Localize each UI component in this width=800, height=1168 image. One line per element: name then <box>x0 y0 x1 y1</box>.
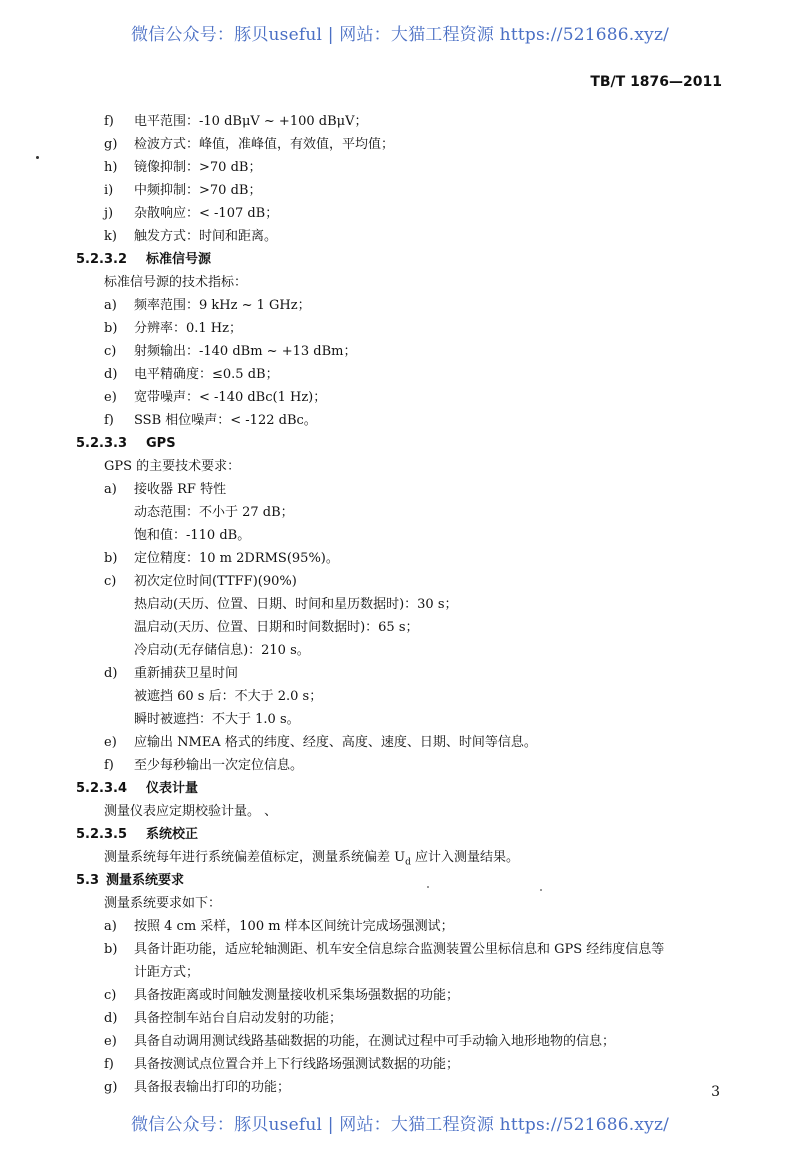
section-heading: 5.3 测量系统要求 <box>76 873 185 888</box>
list-item: e) 宽带噪声：< -140 dBc(1 Hz)； <box>104 390 327 405</box>
standard-number: TB/T 1876—2011 <box>590 74 722 90</box>
page-number: 3 <box>711 1084 720 1100</box>
list-subitem: 被遮挡 60 s 后：不大于 2.0 s； <box>134 689 323 704</box>
list-item: k) 触发方式：时间和距离。 <box>104 229 278 244</box>
list-item: f) 电平范围：-10 dBμV ~ +100 dBμV； <box>104 114 368 129</box>
list-subitem: 温启动(天历、位置、日期和时间数据时)：65 s； <box>134 620 419 635</box>
scan-speck <box>427 886 429 888</box>
list-item-continuation: 计距方式； <box>134 965 200 980</box>
list-item: b) 分辨率：0.1 Hz； <box>104 321 242 336</box>
scan-dot <box>36 156 39 159</box>
list-item: g) 具备报表输出打印的功能； <box>104 1080 291 1095</box>
section-heading: 5.2.3.2 标准信号源 <box>76 252 212 267</box>
watermark-top: 微信公众号：豚贝useful | 网站：大猫工程资源 https://521686.xyz/ <box>130 25 670 45</box>
list-item: a) 频率范围：9 kHz ~ 1 GHz； <box>104 298 311 313</box>
section-intro: 测量系统要求如下： <box>104 896 222 911</box>
list-subitem: 冷启动(无存储信息)：210 s。 <box>134 643 310 658</box>
paragraph: 测量仪表应定期校验计量。 、 <box>104 804 278 819</box>
list-item: h) 镜像抑制：>70 dB； <box>104 160 262 175</box>
list-item: g) 检波方式：峰值，准峰值，有效值，平均值； <box>104 137 395 152</box>
section-intro: 标准信号源的技术指标： <box>104 275 248 290</box>
list-item: a) 按照 4 cm 采样，100 m 样本区间统计完成场强测试； <box>104 919 454 934</box>
list-subitem: 热启动(天历、位置、日期、时间和星历数据时)：30 s； <box>134 597 458 612</box>
list-item: b) 具备计距功能，适应轮轴测距、机车安全信息综合监测装置公里标信息和 GPS 经纬度信息等 <box>104 942 665 957</box>
list-subitem: 动态范围：不小于 27 dB； <box>134 505 294 520</box>
list-item: f) SSB 相位噪声：< -122 dBc。 <box>104 413 317 428</box>
list-item: f) 至少每秒输出一次定位信息。 <box>104 758 304 773</box>
watermark-bottom: 微信公众号：豚贝useful | 网站：大猫工程资源 https://521686.xyz/ <box>130 1115 670 1135</box>
section-heading: 5.2.3.4 仪表计量 <box>76 781 199 796</box>
list-item: a) 接收器 RF 特性 <box>104 482 227 497</box>
list-subitem: 饱和值：-110 dB。 <box>134 528 251 543</box>
scan-speck <box>540 889 542 891</box>
list-item: f) 具备按测试点位置合并上下行线路场强测试数据的功能； <box>104 1057 460 1072</box>
list-item: e) 应输出 NMEA 格式的纬度、经度、高度、速度、日期、时间等信息。 <box>104 735 537 750</box>
section-heading: 5.2.3.5 系统校正 <box>76 827 199 842</box>
list-subitem: 瞬时被遮挡：不大于 1.0 s。 <box>134 712 300 727</box>
section-intro: GPS 的主要技术要求： <box>104 459 241 474</box>
list-item: d) 电平精确度：≤0.5 dB； <box>104 367 279 382</box>
list-item: j) 杂散响应：< -107 dB； <box>104 206 279 221</box>
list-item: c) 具备按距离或时间触发测量接收机采集场强数据的功能； <box>104 988 460 1003</box>
list-item: d) 重新捕获卫星时间 <box>104 666 239 681</box>
paragraph: 测量系统每年进行系统偏差值标定，测量系统偏差 $U_d$ 应计入测量结果。 <box>104 850 519 868</box>
list-item: c) 射频输出：-140 dBm ~ +13 dBm； <box>104 344 357 359</box>
list-item: i) 中频抑制：>70 dB； <box>104 183 262 198</box>
list-item: b) 定位精度：10 m 2DRMS(95%)。 <box>104 551 339 566</box>
list-item: c) 初次定位时间(TTFF)(90%) <box>104 574 297 589</box>
list-item: e) 具备自动调用测试线路基础数据的功能，在测试过程中可手动输入地形地物的信息； <box>104 1034 616 1049</box>
section-heading: 5.2.3.3 GPS <box>76 436 176 451</box>
list-item: d) 具备控制车站台自启动发射的功能； <box>104 1011 343 1026</box>
